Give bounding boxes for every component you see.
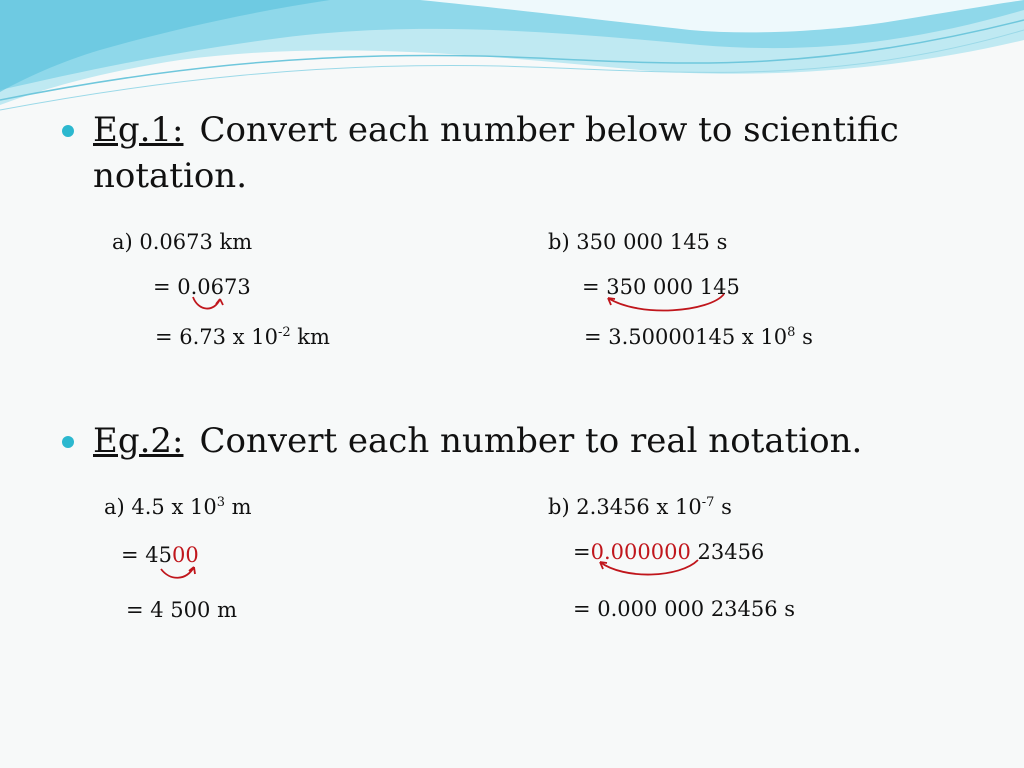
eg2-a-decimal-arrow <box>158 561 200 585</box>
eg1-a-step2-unit: km <box>290 325 330 349</box>
eg2-b-prompt-exponent: -7 <box>701 495 715 510</box>
eg2-b-prompt-base: b) 2.3456 x 10 <box>548 495 702 519</box>
eg1-line1 <box>93 108 899 152</box>
eg2-line <box>93 419 862 463</box>
eg2-a-step2: = 4 500 m <box>126 598 237 622</box>
eg2-b-step1-digits: 23456 <box>690 540 765 564</box>
eg1-b-decimal-arrow <box>600 290 730 320</box>
eg1-b-prompt: b) 350 000 145 s <box>548 230 728 254</box>
eg1-a-step1: = 0.0673 <box>153 275 251 299</box>
eg2-label: Eg.2: <box>93 421 184 461</box>
eg2-a-step1-added-zeros: 00 <box>172 543 199 567</box>
eg2-b-step2: = 0.000 000 23456 s <box>573 597 796 621</box>
eg1-b-step2-base: = 3.50000145 x 10 <box>584 325 788 349</box>
header-wave-decoration <box>0 0 1024 120</box>
bullet-icon <box>62 125 74 137</box>
eg2-instruction: Convert each number to real notation. <box>199 421 863 461</box>
eg1-a-step2-exponent: -2 <box>277 325 291 340</box>
eg2-b-step1-equals: = <box>573 540 591 564</box>
eg1-a-prompt: a) 0.0673 km <box>112 230 253 254</box>
eg1-b-step2-exponent: 8 <box>787 325 796 340</box>
bullet-icon <box>62 436 74 448</box>
eg1-a-step2-base: = 6.73 x 10 <box>155 325 278 349</box>
eg2-b-prompt-unit: s <box>714 495 732 519</box>
eg1-b-step2 <box>584 324 813 350</box>
eg1-a-decimal-arrow <box>190 293 230 317</box>
eg1-label: Eg.1: <box>93 110 184 150</box>
eg1-line2: notation. <box>93 156 248 196</box>
eg2-b-prompt <box>548 494 732 520</box>
eg1-instruction: Convert each number below to scientific <box>199 110 899 150</box>
eg2-a-prompt-exponent: 3 <box>216 495 225 510</box>
eg2-b-decimal-arrow <box>594 556 704 582</box>
eg2-a-prompt-base: a) 4.5 x 10 <box>104 495 217 519</box>
eg2-a-prompt <box>104 494 252 520</box>
eg2-a-step1-digits: = 45 <box>121 543 172 567</box>
eg1-b-step1: = 350 000 145 <box>582 275 740 299</box>
eg1-a-step2 <box>155 324 330 350</box>
eg2-a-prompt-unit: m <box>224 495 252 519</box>
eg2-b-step1-added-zeros: 0.000000 <box>590 540 691 564</box>
eg1-b-step2-unit: s <box>795 325 813 349</box>
